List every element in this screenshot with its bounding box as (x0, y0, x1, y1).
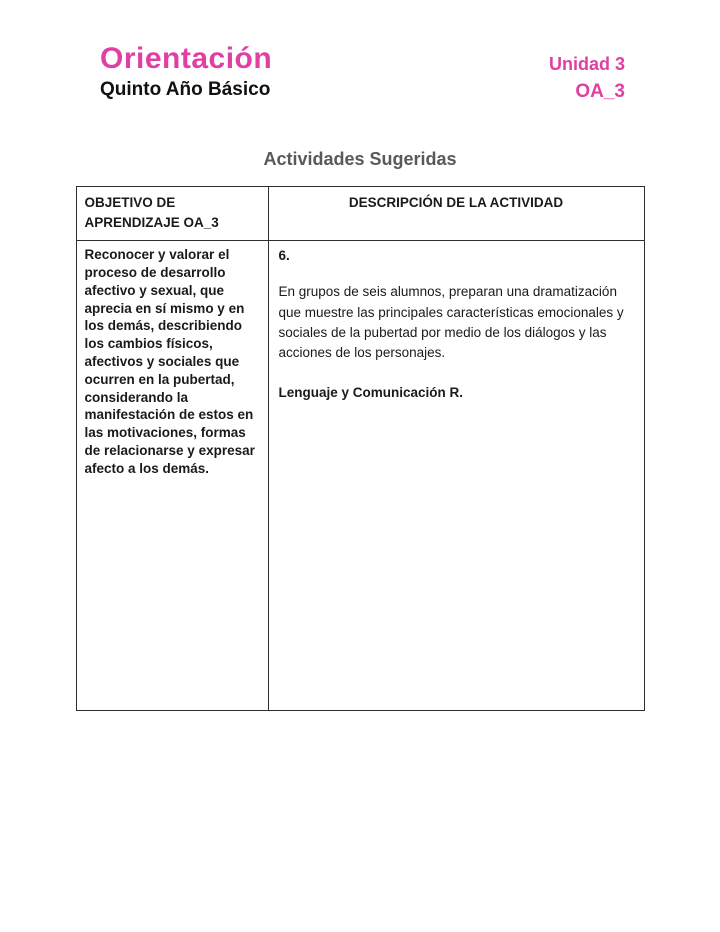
table-row (76, 241, 644, 711)
objective-column-header: OBJETIVO DE APRENDIZAJE OA_3 (76, 187, 268, 241)
grade-subtitle: Quinto Año Básico (100, 79, 271, 100)
subject-title: Orientación (100, 42, 273, 75)
activity-cell (268, 241, 644, 711)
page-header (0, 0, 720, 103)
objective-text-cell: Reconocer y valorar el proceso de desarrollo afectivo y sexual, que aprecia en sí mismo y en los demás, describiendo los cambios físicos, afectivos y sociales que ocurren en la pubertad, considerando la manifestación de estos en las motivaciones, formas de relacionarse y expresar afecto a los demás. (76, 241, 268, 711)
header-right-block (549, 42, 625, 103)
description-column-header: DESCRIPCIÓN DE LA ACTIVIDAD (268, 187, 644, 241)
section-title: Actividades Sugeridas (263, 149, 457, 169)
activity-number: 6. (278, 248, 290, 264)
oa-label: OA_3 (575, 81, 625, 102)
unit-label: Unidad 3 (548, 54, 625, 74)
table-body (76, 241, 644, 711)
table-header-row (76, 187, 644, 241)
activity-description: En grupos de seis alumnos, preparan una dramatización que muestre las principales características emocionales y sociales de la pubertad por medio de los diálogos y las acciones de los personajes. (278, 284, 624, 361)
header-left-block (100, 42, 272, 101)
activity-subject-reference: Lenguaje y Comunicación R. (278, 385, 464, 401)
activities-table (76, 186, 645, 711)
